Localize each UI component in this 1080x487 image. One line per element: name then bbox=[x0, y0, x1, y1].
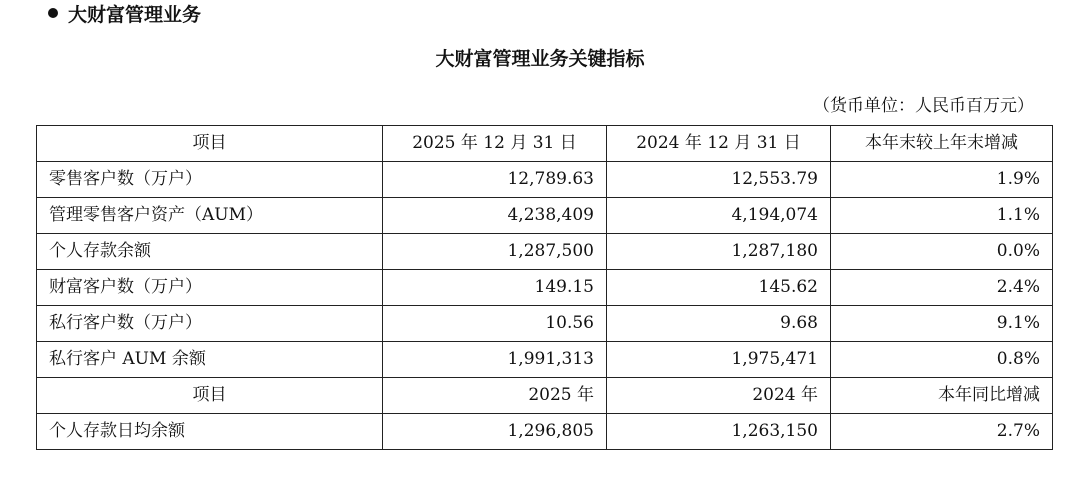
row-value-2024: 4,194,074 bbox=[607, 198, 831, 234]
row-change: 2.4% bbox=[831, 270, 1053, 306]
row-value-2025: 1,991,313 bbox=[383, 342, 607, 378]
table-row bbox=[37, 234, 1053, 270]
row-value-2025: 12,789.63 bbox=[383, 162, 607, 198]
row-value-2025: 1,296,805 bbox=[383, 414, 607, 450]
table-row bbox=[37, 414, 1053, 450]
row-value-2025: 1,287,500 bbox=[383, 234, 607, 270]
section-heading-text: 大财富管理业务 bbox=[68, 4, 202, 26]
row-item: 零售客户数（万户） bbox=[37, 162, 383, 198]
header-item: 项目 bbox=[37, 126, 383, 162]
section-heading bbox=[48, 2, 201, 28]
table-subheader-row bbox=[37, 378, 1053, 414]
row-value-2024: 12,553.79 bbox=[607, 162, 831, 198]
subheader-item: 项目 bbox=[37, 378, 383, 414]
row-item: 私行客户 AUM 余额 bbox=[37, 342, 383, 378]
table-row bbox=[37, 342, 1053, 378]
row-item: 个人存款日均余额 bbox=[37, 414, 383, 450]
row-value-2025: 4,238,409 bbox=[383, 198, 607, 234]
row-value-2024: 1,287,180 bbox=[607, 234, 831, 270]
row-change: 9.1% bbox=[831, 306, 1053, 342]
row-value-2024: 1,263,150 bbox=[607, 414, 831, 450]
table-title: 大财富管理业务关键指标 bbox=[435, 48, 645, 70]
table-row bbox=[37, 270, 1053, 306]
row-value-2024: 1,975,471 bbox=[607, 342, 831, 378]
table-row bbox=[37, 306, 1053, 342]
table-row bbox=[37, 162, 1053, 198]
header-change: 本年末较上年末增减 bbox=[831, 126, 1053, 162]
row-change: 0.8% bbox=[831, 342, 1053, 378]
subheader-2025: 2025 年 bbox=[383, 378, 607, 414]
row-value-2025: 149.15 bbox=[383, 270, 607, 306]
row-change: 0.0% bbox=[831, 234, 1053, 270]
unit-note: （货币单位：人民币百万元） bbox=[813, 96, 1034, 116]
subheader-change: 本年同比增减 bbox=[831, 378, 1053, 414]
row-item: 管理零售客户资产（AUM） bbox=[37, 198, 383, 234]
table-header-row bbox=[37, 126, 1053, 162]
subheader-2024: 2024 年 bbox=[607, 378, 831, 414]
header-2024-date: 2024 年 12 月 31 日 bbox=[607, 126, 831, 162]
row-item: 财富客户数（万户） bbox=[37, 270, 383, 306]
row-change: 1.9% bbox=[831, 162, 1053, 198]
row-item: 私行客户数（万户） bbox=[37, 306, 383, 342]
row-value-2024: 145.62 bbox=[607, 270, 831, 306]
row-change: 1.1% bbox=[831, 198, 1053, 234]
row-value-2024: 9.68 bbox=[607, 306, 831, 342]
header-2025-date: 2025 年 12 月 31 日 bbox=[383, 126, 607, 162]
key-metrics-table bbox=[36, 125, 1053, 450]
row-value-2025: 10.56 bbox=[383, 306, 607, 342]
table-row bbox=[37, 198, 1053, 234]
row-change: 2.7% bbox=[831, 414, 1053, 450]
row-item: 个人存款余额 bbox=[37, 234, 383, 270]
bullet-icon bbox=[48, 8, 58, 18]
